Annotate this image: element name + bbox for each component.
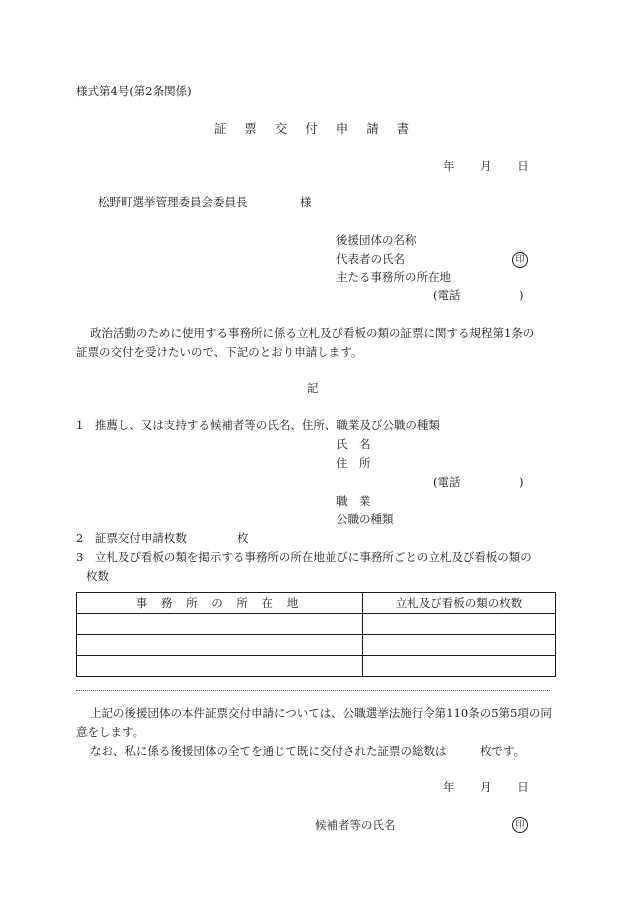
item-2-unit: 枚 bbox=[237, 531, 249, 545]
document-title bbox=[0, 123, 630, 136]
date-line: 年 月 日 bbox=[443, 159, 529, 173]
ki-heading: 記 bbox=[307, 381, 319, 395]
item-3-heading-line-1: 3 立札及び看板の類を掲示する事務所の所在地並びに事務所ごとの立札及び看板の類の bbox=[76, 550, 532, 564]
candidate-phone-close: ) bbox=[519, 475, 524, 489]
table-header-row bbox=[77, 593, 556, 614]
occupation-label: 職 業 bbox=[336, 494, 371, 508]
org-name-label: 後援団体の名称 bbox=[336, 233, 417, 247]
table-row bbox=[77, 656, 556, 677]
candidate-phone-open: (電話 bbox=[433, 475, 461, 489]
table-cell-office-address bbox=[77, 635, 363, 656]
body-text-line-2: 証票の交付を受けたいので、下記のとおり申請します。 bbox=[76, 345, 363, 359]
table-header-office-address-text: 事 務 所 の 所 在 地 bbox=[135, 596, 304, 610]
table-header-office-address bbox=[77, 593, 363, 614]
table-row bbox=[77, 635, 556, 656]
consent-line-3-pre: なお、私に係る後援団体の全てを通じて既に交付された証票の総数は bbox=[90, 744, 447, 758]
candidate-seal-mark: 印 bbox=[512, 817, 528, 833]
table-cell-sign-count bbox=[363, 635, 556, 656]
candidate-signature-label: 候補者等の氏名 bbox=[315, 818, 396, 832]
consent-line-1: 上記の後援団体の本件証票交付申請については、公職選挙法施行令第110条の5第5項の同 bbox=[90, 706, 552, 720]
office-address-label: 主たる事務所の所在地 bbox=[336, 270, 451, 284]
table-cell-sign-count bbox=[363, 656, 556, 677]
table-cell-office-address bbox=[77, 656, 363, 677]
consent-line-2: 意をします。 bbox=[76, 725, 145, 739]
seal-mark: 印 bbox=[512, 252, 528, 268]
item-2-heading: 2 証票交付申請枚数 bbox=[76, 531, 187, 545]
candidate-name-label: 氏 名 bbox=[336, 437, 371, 451]
phone-close: ) bbox=[519, 288, 524, 302]
public-office-label: 公職の種類 bbox=[336, 512, 394, 526]
table-cell-sign-count bbox=[363, 614, 556, 635]
table-cell-office-address bbox=[77, 614, 363, 635]
form-number: 様式第4号(第2条関係) bbox=[76, 84, 192, 98]
candidate-address-label: 住 所 bbox=[336, 456, 371, 470]
dotted-separator bbox=[76, 690, 550, 691]
honorific: 様 bbox=[300, 195, 312, 209]
table-row bbox=[77, 614, 556, 635]
phone-open: (電話 bbox=[433, 288, 461, 302]
consent-line-3-post: 枚です。 bbox=[480, 744, 526, 758]
recipient: 松野町選挙管理委員会委員長 bbox=[98, 195, 248, 209]
document-title-text: 証 票 交 付 申 請 書 bbox=[213, 121, 417, 136]
rep-name-label: 代表者の氏名 bbox=[336, 252, 405, 266]
office-table bbox=[76, 592, 556, 677]
body-text-line-1: 政治活動のために使用する事務所に係る立札及び看板の類の証票に関する規程第1条の bbox=[90, 326, 535, 340]
item-1-heading: 1 推薦し、又は支持する候補者等の氏名、住所、職業及び公職の種類 bbox=[76, 418, 440, 432]
table-header-sign-count: 立札及び看板の類の枚数 bbox=[363, 593, 556, 614]
item-3-heading-line-2: 枚数 bbox=[86, 569, 109, 583]
consent-date-line: 年 月 日 bbox=[443, 780, 529, 794]
